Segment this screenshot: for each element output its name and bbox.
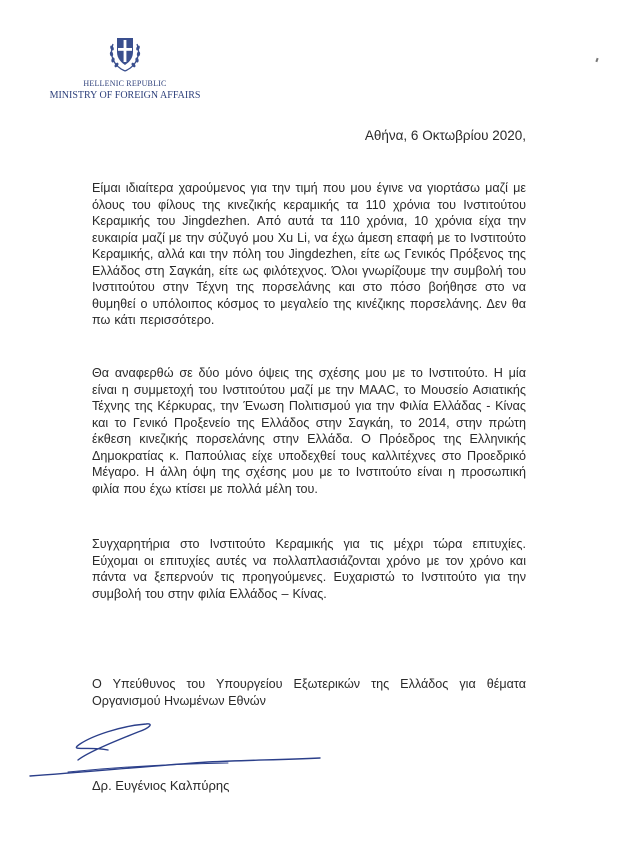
letterhead [40,30,210,102]
paragraph-2: Θα αναφερθώ σε δύο μόνο όψεις της σχέσης μου με το Ινστιτούτο. Η μία είναι η συμμετοχή του Ινστιτούτου μαζί με την MAAC, το Μουσείο Ασιατικής Τέχνης της Κέρκυρας, την Ένωση Πολιτισμού για την Φιλία Ελλάδας - Κίνας και το Γενικό Προξενείο της Ελλάδος στην Σαγκάη, το 2014, στην πρώτη έκθεση κινεζικής πορσελάνης στην Ελλάδα. Ο Πρόεδρος της Ελληνικής Δημοκρατίας κ. Παπούλιας είχε υποδεχθεί τους καλλιτέχνες στο Προεδρικό Μέγαρο. Η άλλη όψη της σχέσης μου με το Ινστιτούτο είναι η προσωπική φιλία που έχω κτίσει με πολλά μέλη του. [92,366,526,496]
closing-title: Ο Υπεύθυνος του Υπουργείου Εξωτερικών της Ελλάδος για θέματα Οργανισμού Ηνωμένων Εθνών [92,677,526,708]
scan-speck [595,58,598,62]
paragraph-3: Συγχαρητήρια στο Ινστιτούτο Κεραμικής για τις μέχρι τώρα επιτυχίες. Εύχομαι οι επιτυχίες αυτές να πολλαπλασιάζονται χρόνο με τον χρόνο και πάντα να ξεπερνούν τις προηγούμενες. Ευχαριστώ το Ινστιτούτο για την συμβολή του στην φιλία Ελλάδος – Κίνας. [92,537,526,601]
letter-date: Αθήνα, 6 Οκτωβρίου 2020, [364,128,526,143]
letterhead-ministry: MINISTRY OF FOREIGN AFFAIRS [49,90,201,101]
greek-coat-of-arms-icon [107,30,143,74]
letterhead-republic: HELLENIC REPUBLIC [83,79,167,88]
signer-name: Δρ. Ευγένιος Καλπύρης [92,778,230,793]
paragraph-1: Είμαι ιδιαίτερα χαρούμενος για την τιμή που μου έγινε να γιορτάσω μαζί με όλους του φίλους της κινεζικής κεραμικής τα 110 χρόνια του Ινστιτούτου Κεραμικής του Jingdezhen. Από αυτά τα 110 χρόνια, 10 χρόνια είχα την ευκαιρία μαζί με την σύζυγό μου Xu Li, να έχω άμεση επαφή με το Ινστιτούτο Κεραμικής, αλλά και την πόλη του Jingdezhen, είτε ως Γενικός Πρόξενος της Ελλάδος στη Σαγκάη, είτε ως φιλότεχνος. Όλοι γνωρίζουμε την συμβολή του Ινστιτούτου στην Τέχνη της πορσελάνης και στο πόσο βοήθησε στο να θυμηθεί ο υπόλοιπος κόσμος το μεγαλείο της κινέζικης πορσελάνης. Δεν θα πω κάτι περισσότερο. [92,181,526,327]
